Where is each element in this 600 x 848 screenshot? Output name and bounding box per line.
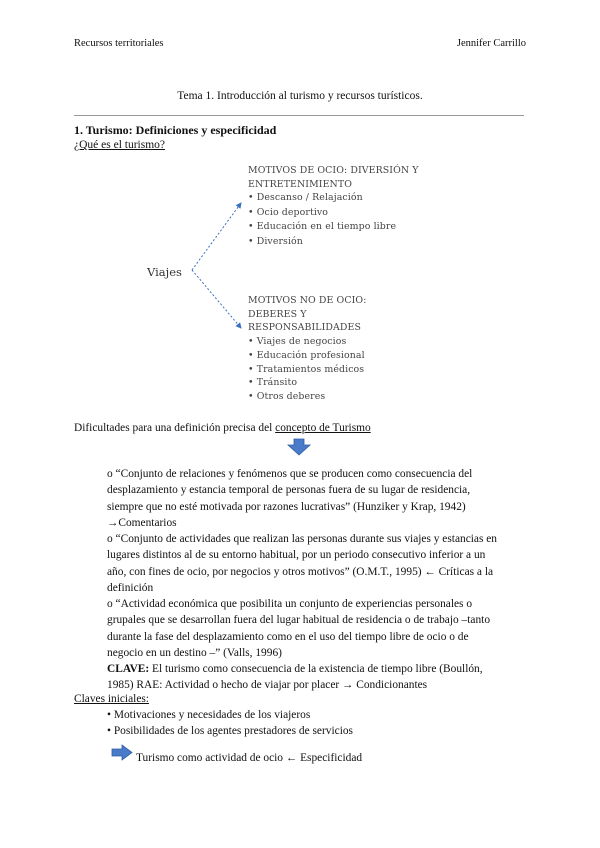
definition-valls: o “Actividad económica que posibilita un conjunto de experiencias personales o grupales que se desarrollan fuera del lugar habitual de residencia o de trabajo –tanto durante la fase del desplazamiento como en el uso del tiempo libre de ocio o de negocio en un destino –” (Valls, 1996) <box>107 598 491 659</box>
section-heading: 1. Turismo: Definiciones y especificidad <box>74 123 277 137</box>
definition-hunziker: o “Conjunto de relaciones y fenómenos que se producen como consecuencia del desplazamiento y estancia temporal de personas fuera de su lugar de residencia, siempre que no esté motivada por razones lucrativas” (Hunziker y Krap, 1942) →Comentarios <box>107 468 473 529</box>
clave-label: CLAVE: <box>107 663 150 675</box>
branch-no-ocio-title: MOTIVOS NO DE OCIO: DEBERES Y RESPONSABILIDADES <box>248 295 367 333</box>
list-item: • Ocio deportivo <box>248 206 329 218</box>
list-item: • Diversión <box>248 235 303 247</box>
header-right: Jennifer Carrillo <box>456 38 526 49</box>
claves-list <box>107 707 353 740</box>
list-item: • Otros deberes <box>248 391 326 403</box>
conclusion-line: Turismo como actividad de ocio ← Especificidad <box>136 752 363 764</box>
list-item: • Posibilidades de los agentes prestadores de servicios <box>107 725 353 738</box>
clave-block: CLAVE: El turismo como consecuencia de la existencia de tiempo libre (Boullón, 1985) RAE: Actividad o hecho de viajar por placer → Condicionantes <box>107 663 483 692</box>
list-item: • Tratamientos médicos <box>248 363 365 375</box>
definition-omt: o “Conjunto de actividades que realizan las personas durante sus viajes y estancias en lugares distintos al de su entorno habitual, por un periodo consecutivo inferior a un año, con fines de ocio, por negocios y otros motivos” (O.M.T., 1995) ← Críticas a la definición <box>107 533 498 594</box>
list-item: • Educación en el tiempo libre <box>248 221 397 232</box>
section-question: ¿Qué es el turismo? <box>74 139 166 151</box>
concept-link[interactable]: concepto de Turismo <box>275 422 371 434</box>
arrow-to-ocio <box>192 203 241 270</box>
difficulties-line: Dificultades para una definición precisa del concepto de Turismo <box>74 422 371 434</box>
list-item: • Descanso / Relajación <box>248 192 363 203</box>
list-item: • Tránsito <box>248 377 298 389</box>
list-item: • Viajes de negocios <box>248 336 347 347</box>
diagram-root-label: Viajes <box>147 265 182 279</box>
claves-heading: Claves iniciales: <box>74 693 149 705</box>
arrow-down-icon <box>286 438 312 456</box>
branch-ocio-title: MOTIVOS DE OCIO: DIVERSIÓN Y ENTRETENIMIENTO <box>248 165 419 190</box>
arrow-to-no-ocio <box>192 270 241 328</box>
arrow-right-icon <box>111 744 133 762</box>
document-title: Tema 1. Introducción al turismo y recursos turísticos. <box>177 90 423 102</box>
list-item: • Educación profesional <box>248 349 365 361</box>
list-item: • Motivaciones y necesidades de los viajeros <box>107 709 311 721</box>
branch-no-ocio-list <box>248 335 365 404</box>
header-left: Recursos territoriales <box>74 38 164 49</box>
branch-ocio-list <box>248 191 396 249</box>
